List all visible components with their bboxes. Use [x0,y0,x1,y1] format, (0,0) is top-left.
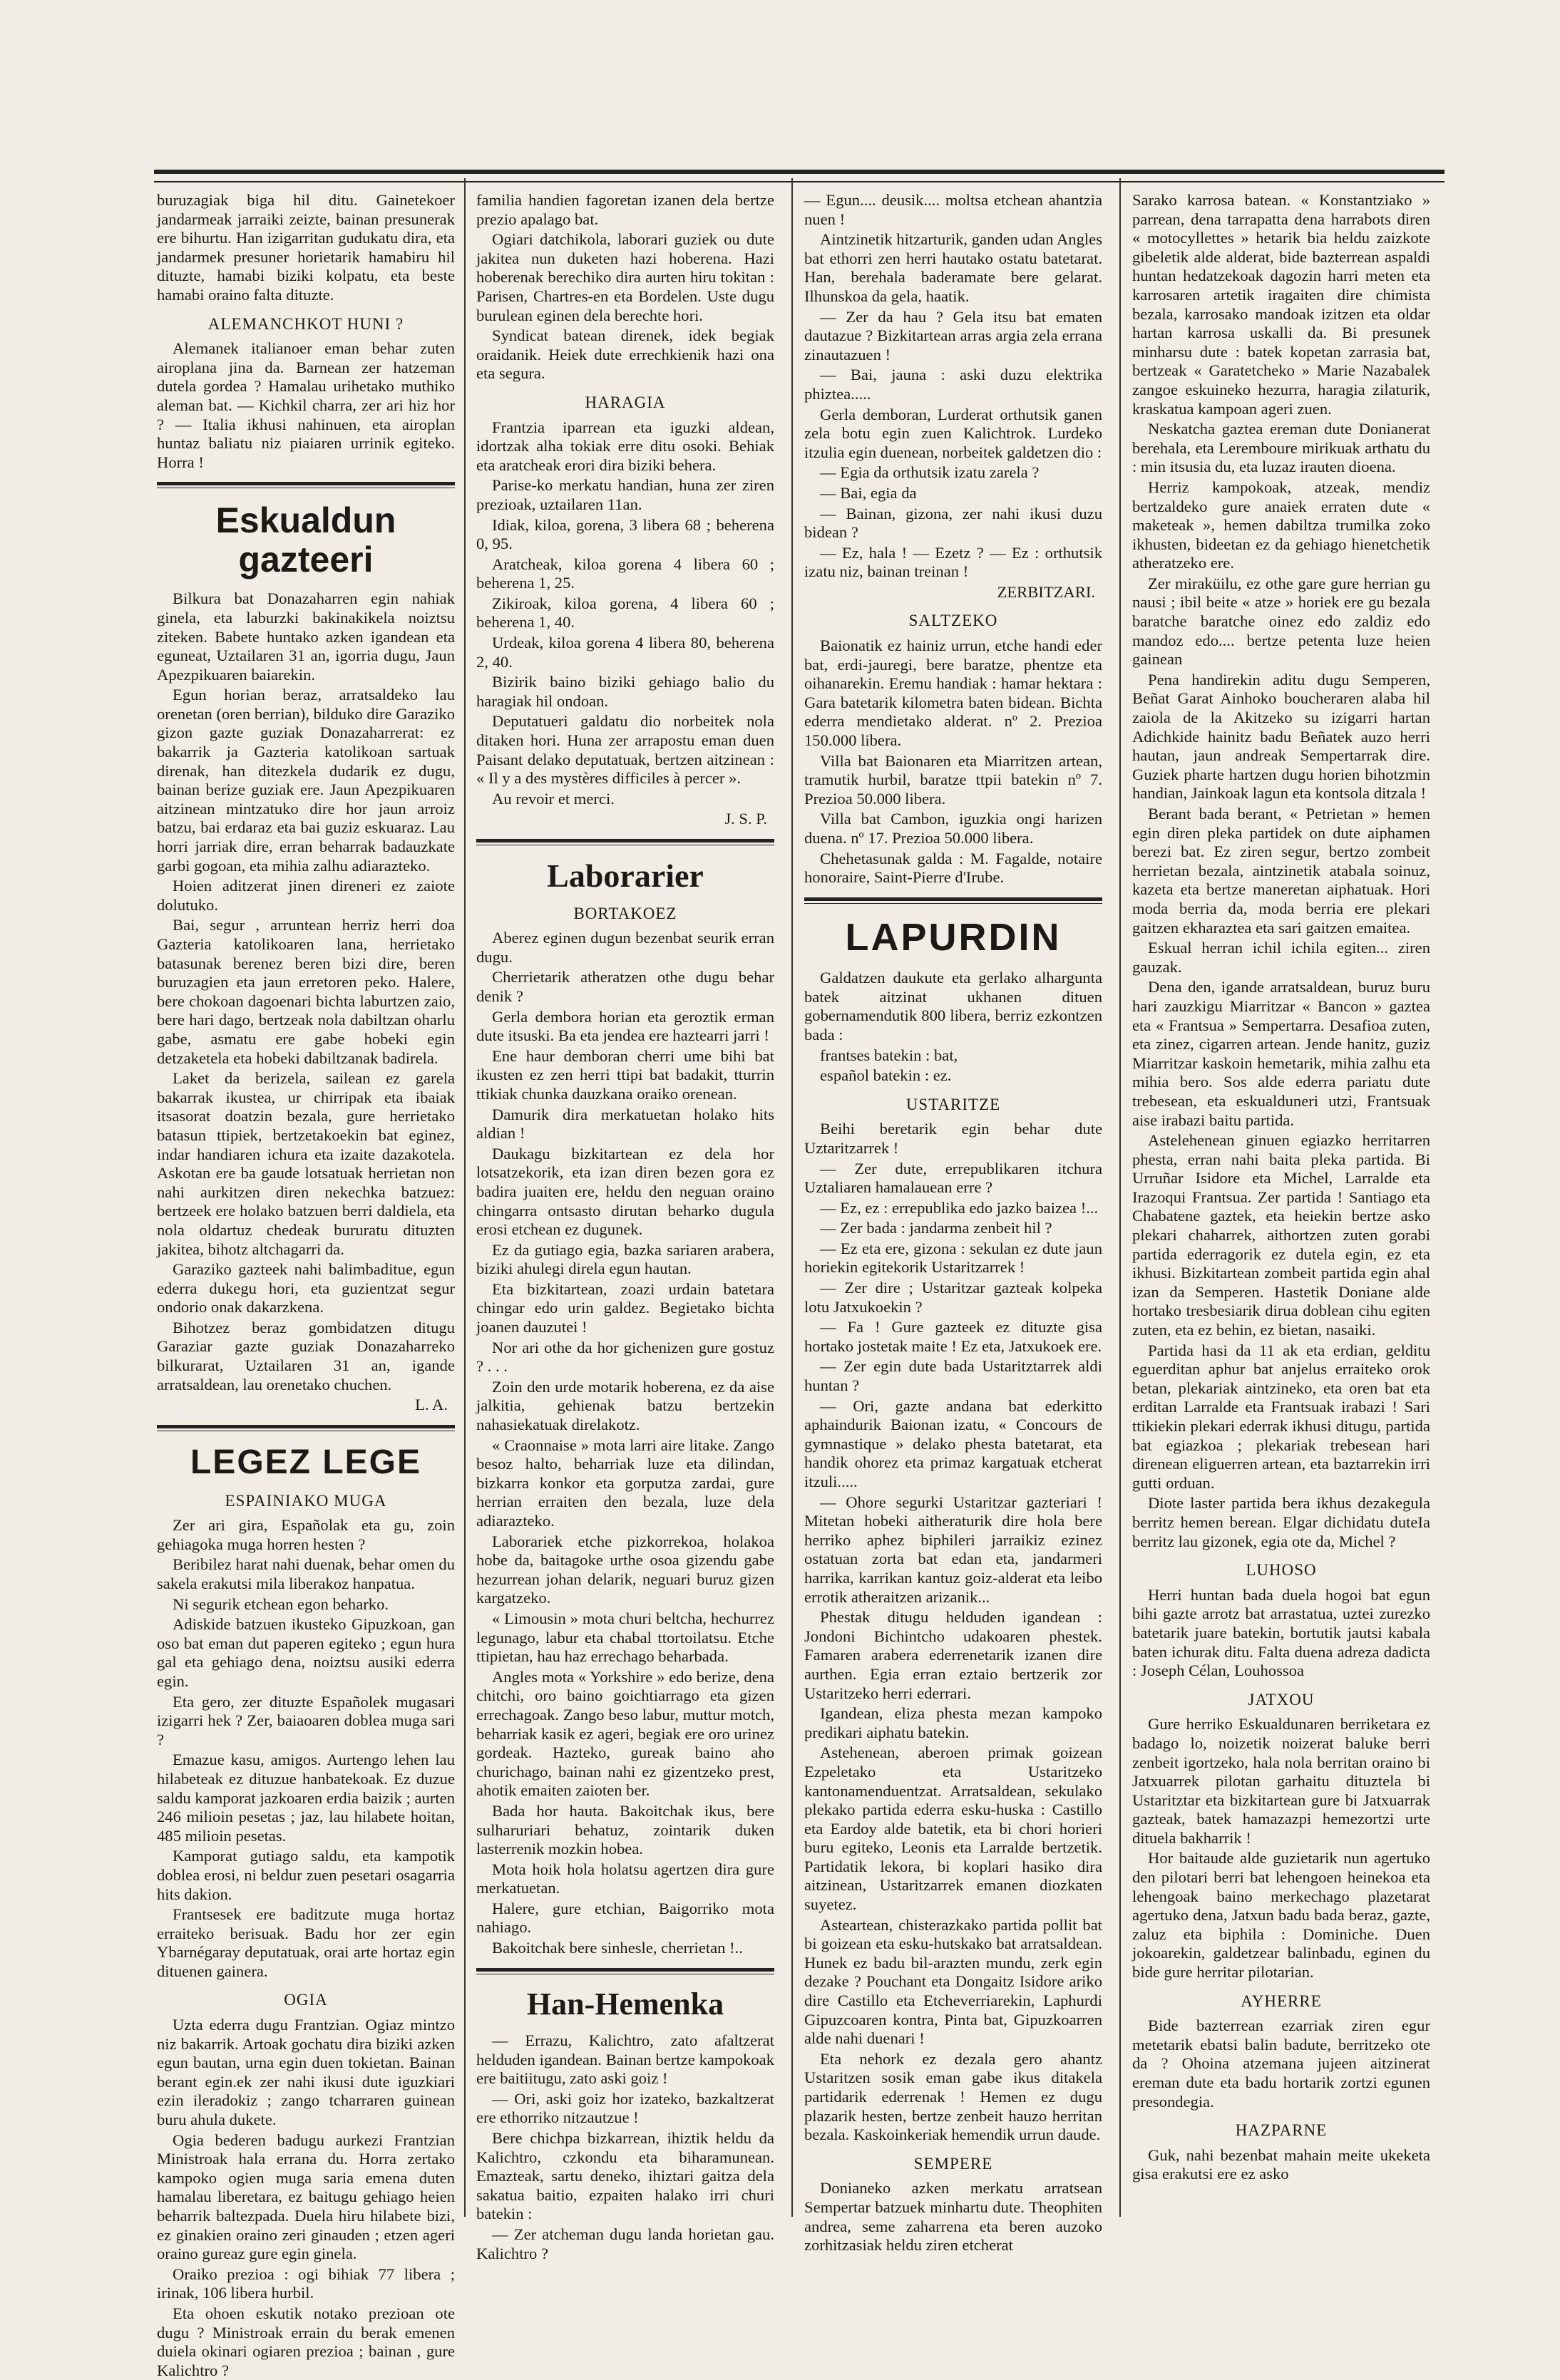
paragraph: Alemanek italianoer eman behar zuten airoplana jina da. Barnean zer hatzeman dutela gordea ? Hamalau urihetako muthiko aleman bat. — Kichkil charra, zer ari hiz hor ? — Italia ikhusi nahinuen, eta airoplan huntaz baliatu niz piaiaren urrinik egiteko. Horra ! [157,339,455,471]
paragraph: — Ori, aski goiz hor izateko, bazkaltzerat ere ethorriko nitzautzue ! [476,2089,774,2127]
paragraph: Ene haur demboran cherri ume bihi bat ikusten ez zen herri ttipi bat badakit, tturrin ttikiak chunka dauzkana oraiko orenean. [476,1046,774,1103]
paragraph: Asteartean, chisterazkako partida pollit bat bi goizean eta esku-hutskako bat arratsaldean. Hunek ez badu bil-arazten mundu, zerk egin dezake ? Pouchant eta Dongaitz Isidore ariko dire Castillo eta Etcheverriarekin, Laphurdi Gipuzcoaren kontra, Pinta bat, Gipuzkoarren alde nahi duenari ! [804,1915,1102,2048]
section-heading: ESPAINIAKO MUGA [225,1491,387,1510]
signature: J. S. P. [724,810,767,828]
paragraph: Herri huntan bada duela hogoi bat egun bihi gazte arrotz bat arrastatua, uztei zurezko batetarik juare batekin, bortutik jautsi kabala baten ichurak ditu. Falta duena adreza dadicta : Joseph Célan, Louhossoa [1132,1585,1430,1680]
paragraph: — Fa ! Gure gazteek ez dituzte gisa hortako jostetak maite ! Ez eta, Jatxukoek ere. [804,1318,1102,1355]
paragraph: Eta bizkitartean, zoazi urdain batetara chingar edo urin galdez. Begietako bichta joanen dauzutei ! [476,1279,774,1336]
paragraph: — Errazu, Kalichtro, zato afaltzerat helduden igandean. Bainan bertze kampokoak ere baitiitugu, zato aski goiz ! [476,2031,774,2088]
paragraph: Emazue kasu, amigos. Aurtengo lehen lau hilabeteak ez dituzue hanbatekoak. Ez duzue saldu kamporat jazkoaren erdia baizik ; aurten 246 milioin pesetas ; jaz, lau hilabete hoitan, 485 milioin pesetas. [157,1751,455,1845]
price-line: Urdeak, kiloa gorena 4 libera 80, beherena 2, 40. [476,634,774,671]
column-divider [1119,178,1121,2217]
paragraph: « Limousin » mota churi beltcha, hechurrez legunago, labur eta chabal ttortoilatsu. Etche ttipietan, hau haz errechago beharbada. [476,1609,774,1666]
separator [157,482,455,488]
paragraph: familia handien fagoretan izanen dela bertze prezio apalago bat. [476,191,774,228]
paragraph: — Bainan, gizona, zer nahi ikusi duzu bidean ? [804,504,1102,542]
paragraph: Eta ohoen eskutik notako prezioan ote dugu ? Ministroak errain du berak emenen duiela okinari ogiaren prezioa ; bainan , gure Kalichtro ? [157,2304,455,2379]
paragraph: Frantzia iparrean eta iguzki aldean, idortzak alha tokiak erre ditu osoki. Behiak eta aratcheak erori dira biziki behera. [476,418,774,474]
paragraph: Aintzinetik hitzarturik, ganden udan Angles bat ethorri zen herri hautako ostatu batetarat. Han, berehala baderamate bere gelarat. Ilhunskoa da gela, haatik. [804,230,1102,305]
paragraph: Sarako karrosa batean. « Konstantziako » parrean, dena tarrapatta dena harrabots diren « motocyllettes » hetarik bia heldu zaizkote gibeletik alde alderat, bide bazterrean aspaldi huntan hedatzekoak dagozin harri meten eta karrosaren artetik iragaiten dire chimista bezala, karrosako mandoak izitzen eta oldar hartan karrosa uskalli da. Bi presunek minharsu dute : batek kopetan zarrasia bat, bertzeak « Garatetcheko » Marie Nazabalek zangoe eskuineko hezurra, haragia zilaturik, kraskatua kampoan ageri zuen. [1132,191,1430,418]
article-title: LAPURDIN [845,915,1062,959]
separator [804,897,1102,904]
signature: L. A. [415,1396,448,1414]
paragraph: Bere chichpa bizkarrean, ihiztik heldu da Kalichtro, czkondu eta biharamunean. Emazteak, sartu deneko, ihiztari gaitza dela sakatua baitio, ezpaiten halako irri churi batekin : [476,2129,774,2223]
paragraph: Bide bazterrean ezarriak ziren egur metetarik ebatsi balin badute, berritzeko ote da ? Ohoina atzemana jujeen aitzinerat ereman dute eta badu hortarik zortzi egunen presondegia. [1132,2016,1430,2111]
paragraph: Hoien aditzerat jinen direneri ez zaiote dolutuko. [157,877,455,914]
price-line: Zikiroak, kiloa gorena, 4 libera 60 ; beherena 1, 40. [476,594,774,632]
paragraph: Bada hor hauta. Bakoitchak ikus, bere sulharuriari behatuz, zointarik duken lasterrenik mozkin hobea. [476,1801,774,1858]
paragraph: — Egun.... deusik.... moltsa etchean ahantzia nuen ! [804,191,1102,228]
section-heading: BORTAKOEZ [573,904,677,922]
paragraph: Au revoir et merci. [492,789,615,808]
column-2 [476,191,774,2262]
section-heading: ALEMANCHKOT HUNI ? [207,314,404,333]
paragraph: Ogia bederen badugu aurkezi Frantzian Ministroak hala errana du. Horra zertako kampoko ogien muga saria emena duten hamalau liberetara, ez baitugu gehiago heien beharrik baltezpada. Duela hiru hilabete bizi, ez ginakien oraino zeri ginauden ; etzen ageri oraino gureaz gure egin ginela. [157,2131,455,2263]
section-heading: HAZPARNE [1235,2121,1328,2140]
paragraph: Eta nehork ez dezala gero ahantz Ustaritzen sosik eman gabe ikus ditakela partidarik ederrenak ! Hemen ez dugu plazarik hesten, bertze zenbeit hauzo herritan bezala. Kaskoinkeriak hemendik urrun daude. [804,2049,1102,2144]
paragraph: Adiskide batzuen ikusteko Gipuzkoan, gan oso bat eman dut paperen egiteko ; egun hura gal eta gehiago dena, noiztsu ausiki ederra egin. [157,1615,455,1690]
paragraph: — Bai, jauna : aski duzu elektrika phiztea..... [804,366,1102,403]
paragraph: Bakoitchak bere sinhesle, cherrietan !.. [492,1939,743,1957]
paragraph: Villa bat Cambon, iguzkia ongi harizen duena. nº 17. Prezioa 50.000 libera. [804,810,1102,847]
paragraph: Garaziko gazteek nahi balimbaditue, egun ederra dukegu hori, eta guzientzat segur ondorio onak dakarzkena. [157,1260,455,1317]
section-heading: LUHOSO [1246,1561,1317,1580]
section-heading: SEMPERE [913,2154,993,2173]
paragraph: Halere, gure etchian, Baigorriko mota nahiago. [476,1899,774,1937]
paragraph: Astelehenean ginuen egiazko herritarren phesta, erran nahi baita pleka partida. Bi Urruñar Isidore eta Michel, Larralde eta Irazoqui Frantsua. Zer partida ! Santiago eta Chabatene gaztek, eta heiekin bertze asko plekari chaharrek, aithortzen zuten gorabi partida ederragorik ez dutela egin, ez eta ikhusi. Bizkitartean zombeit partida egin ahal izan da Semperen. Hastetik Doniane alde hortako tresbesiarik dirua doblean cihu egiten zuten, eta ez behin, ez bietan, nasaiki. [1132,1131,1430,1339]
separator [476,839,774,845]
paragraph: Partida hasi da 11 ak eta erdian, gelditu eguerditan aphur bat anjelus erraiteko orok betan, plekariak aintzineko, eta oren bat eta erditan Larralde eta Frantsuak irabazi ! Sari ttikiekin plekari ederrak ikhusi ditugu, partida bat egiazkoa ; plekariak trebesean hari direnean eliguerren artean, eta baztarrekin irri gutti orduan. [1132,1341,1430,1492]
paragraph: Ogiari datchikola, laborari guziek ou dute jakitea nun duketen hazi hoberena. Hazi hoberenak berechiko dira aurten hiru tokitan : Parisen, Chartres-en eta Bordelen. Uste dugu burulean eginen dela berechte hori. [476,230,774,324]
paragraph: Daukagu bizkitartean ez dela hor lotsatzekorik, eta izan diren bezen gora ez badira juaiten ere, heldu den neguan oraino chingarra ontsasto dirutan beharko dugula erosi etchean ez dugunek. [476,1144,774,1239]
page-top-rule [154,170,1444,182]
paragraph: Aberez eginen dugun bezenbat seurik erran dugu. [476,929,774,966]
paragraph: — Egia da orthutsik izatu zarela ? [820,463,1040,482]
paragraph: Deputatueri galdatu dio norbeitek nola ditaken hori. Huna zer arrapostu eman duen Paisant delako deputatuak, bertzen aitzinean : « Il y a des mystères difficiles à percer ». [476,712,774,788]
section-heading: OGIA [284,1991,328,2009]
paragraph: Zoin den urde motarik hoberena, ez da aise jalkitia, gehienak batzu bertzekin nahasiekatuak direlakotz. [476,1377,774,1434]
paragraph: Donianeko azken merkatu arratsean Sempertar batzuek minhartu dute. Theophiten andrea, seme zaharrena eta beren auzoko zorhitzasiak heldu ziren etcherat [804,2179,1102,2255]
paragraph: — Zer dire ; Ustaritzar gazteak kolpeka lotu Jatxukoekin ? [804,1279,1102,1316]
paragraph: Igandean, eliza phesta mezan kampoko predikari aiphatu batekin. [804,1704,1102,1741]
article-title: Laborarier [547,857,704,894]
paragraph: Bihotzez beraz gombidatzen ditugu Garaziar gazte guziak Donazaharreko bilkurarat, Uztailaren 31 an, igande arratsaldean, lau orenetako chuchen. [157,1318,455,1394]
paragraph: — Ez eta ere, gizona : sekulan ez dute jaun horiekin egitekorik Ustaritzarrek ! [804,1239,1102,1277]
separator [157,1425,455,1431]
paragraph: Baionatik ez hainiz urrun, etche handi eder bat, erdi-jauregi, bere baratze, phentze eta oihanarekin. Eremu handiak : hamar hektara : Gara batetarik kilometra baten bidean. Bichta ederra mendietako alderat. nº 2. Prezioa 150.000 libera. [804,637,1102,750]
paragraph: Ez da gutiago egia, bazka sariaren arabera, biziki ahulegi direla egun hautan. [476,1240,774,1278]
paragraph: — Zer bada : jandarma zenbeit hil ? [820,1219,1052,1237]
paragraph: Gure herriko Eskualdunaren berriketara ez badago lo, noizetik noizerat baluke berri zenbeit igortzeko, hala nola berritan oraino bi Jatxuarrek pilotan garhaitu dituztela bi Ustaritztar eta bizkitartean gure bi Jatxuarrak gazteak, batek hamazazpi hemezortzi urte dituela bakharrik ! [1132,1715,1430,1847]
paragraph: Bai, segur , arruntean herriz herri doa Gazteria katolikoaren lana, herrietako batasunak berenez beren bizi dire, beren buruzagien eta jaun erretoren peko. Halere, bere chokoan dagoenari bichta laburtzen zaio, bere hari dago, bertzeak nola dabiltzan oharlu gabe, asmatu ere gabe hobeki egin detzaketela eta hobeki dabiltzanak badirela. [157,916,455,1067]
paragraph: Laket da berizela, sailean ez garela bakarrak ikustea, ur chirripak eta ibaiak itsasorat doatzin bezala, gure herrietako batasun ttipiek, bertzetakoekin bat eginez, indar handiaren ichura eta izaite dazakotela. Askotan ere ba gaude lotsatuak herrietan non nahi aurkitzen diren nekechka batzuez: bertzeek ere holako batzuen berri daldiela, eta nola oldartuz chedeak bururatu dituzten jakitea, bihotz altchagarri da. [157,1069,455,1258]
paragraph: Eskual herran ichil ichila egiten... ziren gauzak. [1132,939,1430,976]
paragraph: Phestak ditugu helduden igandean : Jondoni Bichintcho udakoaren phestek. Famaren arabera ederrenetarik izanen dire aurthen. Egia erran eztaio bertzerik zor Ustaritzeko herri ederrari. [804,1608,1102,1702]
paragraph: Villa bat Baionaren eta Miarritzen artean, tramutik hurbil, baratze ttpii batekin nº 7. Prezioa 50.000 libera. [804,751,1102,808]
section-heading: AYHERRE [1241,1992,1322,2010]
paragraph: Laborariek etche pizkorrekoa, holakoa hobe da, baitagoke urthe osoa gizendu gabe hezurrean johan delarik, neguari buruz gizen kargatzeko. [476,1532,774,1607]
paragraph: — Zer egin dute bada Ustaritztarrek aldi huntan ? [804,1357,1102,1395]
section-heading: JATXOU [1248,1690,1315,1709]
paragraph: — Ez, hala ! — Ezetz ? — Ez : orthutsik izatu niz, bainan treinan ! [804,543,1102,581]
paragraph: Angles mota « Yorkshire » edo berize, dena chitchi, oro baino goichtiarrago eta gizen errechagoak. Zango beso labur, muttur motch, beharriak kasik ez ageri, begiak ere oro urinez gordeak. Hazteko, gureak baino aho churichago, bainan nahi ez gizentzeko prest, ahotik emaiten zaioten ber. [476,1667,774,1800]
paragraph: « Craonnaise » mota larri aire litake. Zango besoz halto, beharriak luze eta dilindan, bizkarra konkor eta gorputza zardai, gure herrian erraiten den bezala, luze dela adiarazteko. [476,1436,774,1530]
paragraph: Damurik dira merkatuetan holako hits aldian ! [476,1105,774,1143]
paragraph: — Zer da hau ? Gela itsu bat ematen dautazue ? Bizkitartean arras argia zela errana zinautazuen ! [804,307,1102,364]
paragraph: Diote laster partida bera ikhus dezakegula berritz hemen berean. Elgar dichidatu duteIa berritz lau gizonek, egia ote da, Michel ? [1132,1494,1430,1550]
paragraph: Zer ari gira, Españolak eta gu, zoin gehiagoka muga horren hesten ? [157,1516,455,1553]
paragraph: Gerla dembora horian eta geroztik erman dute itsuski. Ba eta jendea ere haztearri jarri ! [476,1007,774,1045]
paragraph: Kamporat gutiago saldu, eta kampotik doblea erosi, ni beldur zuen pesetari osagarria hits dakion. [157,1847,455,1903]
paragraph: Chehetasunak galda : M. Fagalde, notaire honoraire, Saint-Pierre d'Irube. [804,849,1102,887]
price-line: Aratcheak, kiloa gorena 4 libera 60 ; beherena 1, 25. [476,555,774,592]
paragraph: Neskatcha gaztea ereman dute Donianerat berehala, eta Lerembourе mirikuak arthatu du : min itsusia du, eta luzaz irauten dioena. [1132,420,1430,476]
paragraph: Galdatzen daukute eta gerlako alhargunta batek aitzinat ukhanen dituen gobernamendutik 800 libera, berriz ezkontzen bada : [804,969,1102,1044]
section-heading: SALTZEKO [908,612,998,630]
paragraph: Berant bada berant, « Petrietan » hemen egin diren pleka partidek on dute aiphamen berezi bat. Ez ziren segur, bertzo zombeit herrietan bezala, aintzinetik atabala soinuz, kazeta eta bertze maneretan aiphatuak. Hori moda berria da, moda berria ere plekari gaitzen ekharaztea eta sari gaitzen emaitea. [1132,805,1430,937]
paragraph: Pena handirekin aditu dugu Semperen, Beñat Garat Ainhoko boucheraren alaba hil zaiola de la Akitzeko su izigarri hartan Adichkide hainitz badu Beñatek auzo herri hautan, jaun andreak Sempertarrak dire. Guziek pharte hartzen dugu horien bihotzmin handian, Jainkoak lagun eta kontsola ditzala ! [1132,670,1430,803]
paragraph: — Ohore segurki Ustaritzar gazteriari ! Mitetan hobeki aitheraturik dire hola bere herriko aphez biphileri jarraikiz ezinez ostatuan zorta bat edan eta, jandarmeri harrika, karrikan kantuz goiz-alderat eta leibo errotik atheraitzen arizanik... [804,1493,1102,1606]
paragraph: español batekin : ez. [820,1066,952,1085]
paragraph: Guk, nahi bezenbat mahain meite ukeketa gisa erakutsi ere ez asko [1132,2145,1430,2183]
column-3 [804,191,1102,2255]
paragraph: Eta gero, zer dituzte Españolek mugasari izigarri hek ? Zer, baiaoaren doblea muga sari ? [157,1692,455,1748]
paragraph: Uzta ederra dugu Frantzian. Ogiaz mintzo niz bakarrik. Artoak gochatu dira biziki azken egun bautan, urna egin duen tokietan. Bainan berant egin.ek zer nahi ikusi dute iguzkiari ezin ileradokiz ; zango tcharraren guinean buru ahula dukete. [157,2016,455,2129]
paragraph: Zer miraküilu, ez othe gare gure herrian gu nausi ; ibil beite « atze » horiek ere gu bezala baratche baratche oinez edo zaldiz edo mandoz edo.... bertze petenta luze heien gainean [1132,574,1430,669]
price-line: Idiak, kiloa, gorena, 3 libera 68 ; beherena 0, 95. [476,515,774,553]
paragraph: Beribilez harat nahi duenak, behar omen du sakela erakutsi mila liberakoz hanpatua. [157,1555,455,1593]
article-title: Eskualdun gazteeri [215,500,396,580]
column-divider [791,178,793,2217]
section-heading: USTARITZE [905,1095,1001,1113]
column-divider [464,178,466,2217]
paragraph: Syndicat batean direnek, idek begiak oraidanik. Heiek dute errechkienik hazi ona eta segura. [476,326,774,383]
paragraph: Beihi beretarik egin behar dute Uztaritzarrek ! [804,1120,1102,1157]
column-4 [1132,191,1430,2215]
paragraph: Astehenean, aberoen primak goizean Ezpeletako eta Ustaritzeko kantonamenduentzat. Arratsaldean, sekulako plekako partida ederra esku-huska : Castillo eta Eardoy alde batetik, eta bi chori horieri buru egiteko, Leonis eta Larralde bertzetik. Partidatik lekora, bi koplari hasiko dira aitzinean, Ustaritzarrek emanen diozkaten suyetez. [804,1743,1102,1914]
paragraph: — Bai, egia da [820,483,917,502]
paragraph: Cherrietarik atheratzen othe dugu behar denik ? [476,968,774,1005]
signature: ZERBITZARI. [997,582,1095,601]
paragraph: Gerla demboran, Lurderat orthutsik ganen zela botu egin zuen Kalichtrok. Lurdeko itzulia egin duenean, norbeitek galdetzen dio : [804,405,1102,461]
paragraph: Frantsesek ere baditzute muga hortaz erraiteko berisuak. Badu hor zer egin Ybarnégaray deputatuak, orai arte hortaz egin dituenen gainera. [157,1905,455,1980]
article-title: LEGEZ LEGE [190,1443,422,1481]
paragraph: Dena den, igande arratsaldean, buruz buru hari zauzkigu Miarritzar « Bancon » gaztea eta « Frantsua » Sempertarra. Desafioa zuten, eta zinez, cigarren artean. Jende hanitz, guziz Miarritzar kaskoin hemetarik, mihia zalhu eta mihia bero. Sos alde ederra pariatu dute trebesean, eta eskualduneri utzi, Frantsuak aise irabazi baitu partida. [1132,978,1430,1129]
paragraph: — Ez, ez : errepublika edo jazko baizea !... [820,1198,1099,1217]
column-1 [157,191,455,2379]
paragraph: Nor ari othe da hor gichenizen gure gostuz ? . . . [476,1338,774,1376]
paragraph: Herriz kampokoak, atzeak, mendiz bertzaldeko gure anaiek erraten dute « maketeak », hemen dabiltza trumilka zoko ikhusten, bideetan ez da gehiago hienetchetik atheratzeko ere. [1132,478,1430,572]
paragraph: — Ori, gazte andana bat ederkitto aphaindurik Baionan izatu, « Concours de gymnastique » delako phesta batetarat, eta handik ohorez eta primaz kargatuak etcherat itzuli..... [804,1396,1102,1491]
paragraph: Egun horian beraz, arratsaldeko lau orenetan (oren berrian), bilduko dire Garaziko gizon gazte guziak Donazaharrerat: ez bakarrik ja Gazteria katolikoan sartuak direnak, han ditezkela dudarik ez dugu, bainan berize guziak ere. Jaun Apezpikuaren aitzinean mintzatuko dire hor jaun arroiz batzu, bai erdaraz eta bai guziz eskuaraz. Lau horri jarriak dire, erran beharrak badauzkate garbi gogoan, eta mihia zalhu adiarazteko. [157,686,455,875]
article-title: Han-Hemenka [526,1986,724,2021]
paragraph: Oraiko prezioa : ogi bihiak 77 libera ; irinak, 106 libera hurbil. [157,2265,455,2302]
paragraph: — Zer dute, errepublikaren itchura Uztaliaren hamalauean erre ? [804,1159,1102,1197]
paragraph: buruzagiak biga hil ditu. Gainetekoer jandarmeak jarraiki zeizte, bainan presunerak ere bihurtu. Han izigarritan gudukatu dira, eta jandarmek presuner horietarik hamabiru hil dituzte, hamabi biziki kolpatu, eta beste hamabi oraino falta dituzte. [157,191,455,304]
paragraph: Ni segurik etchean egon beharko. [173,1595,389,1613]
paragraph: Bilkura bat Donazaharren egin nahiak ginela, eta laburzki bakinakikela noiztsu ziteken. Babete huntako azken igandean eta eguneat, Uztailaren 31 an, igorria dugu, Jaun Apezpikuaren baiarekin. [157,589,455,684]
paragraph: — Zer atcheman dugu landa horietan gau. Kalichtro ? [476,2225,774,2262]
section-heading: HARAGIA [585,393,666,411]
paragraph: frantses batekin : bat, [820,1046,958,1064]
paragraph: Mota hoik hola holatsu agertzen dira gure merkatuetan. [476,1860,774,1897]
paragraph: Parise-ko merkatu handian, huna zer ziren prezioak, uztailaren 11an. [476,476,774,513]
paragraph: Hor baitaude alde guzietarik nun agertuko den pilotari berri bat lehengoen heinekoa eta lehengoak baino merkechago plazetarat agertuko dena, Jatxun badu bada beraz, gazte, zaluz eta biphila : Dominiche. Duen jokoarekin, galdetzear balinbadu, eginen du bide gure herritar pilotarian. [1132,1849,1430,1982]
separator [476,1968,774,1974]
paragraph: Bizirik baino biziki gehiago balio du haragiak hil ondoan. [476,673,774,710]
